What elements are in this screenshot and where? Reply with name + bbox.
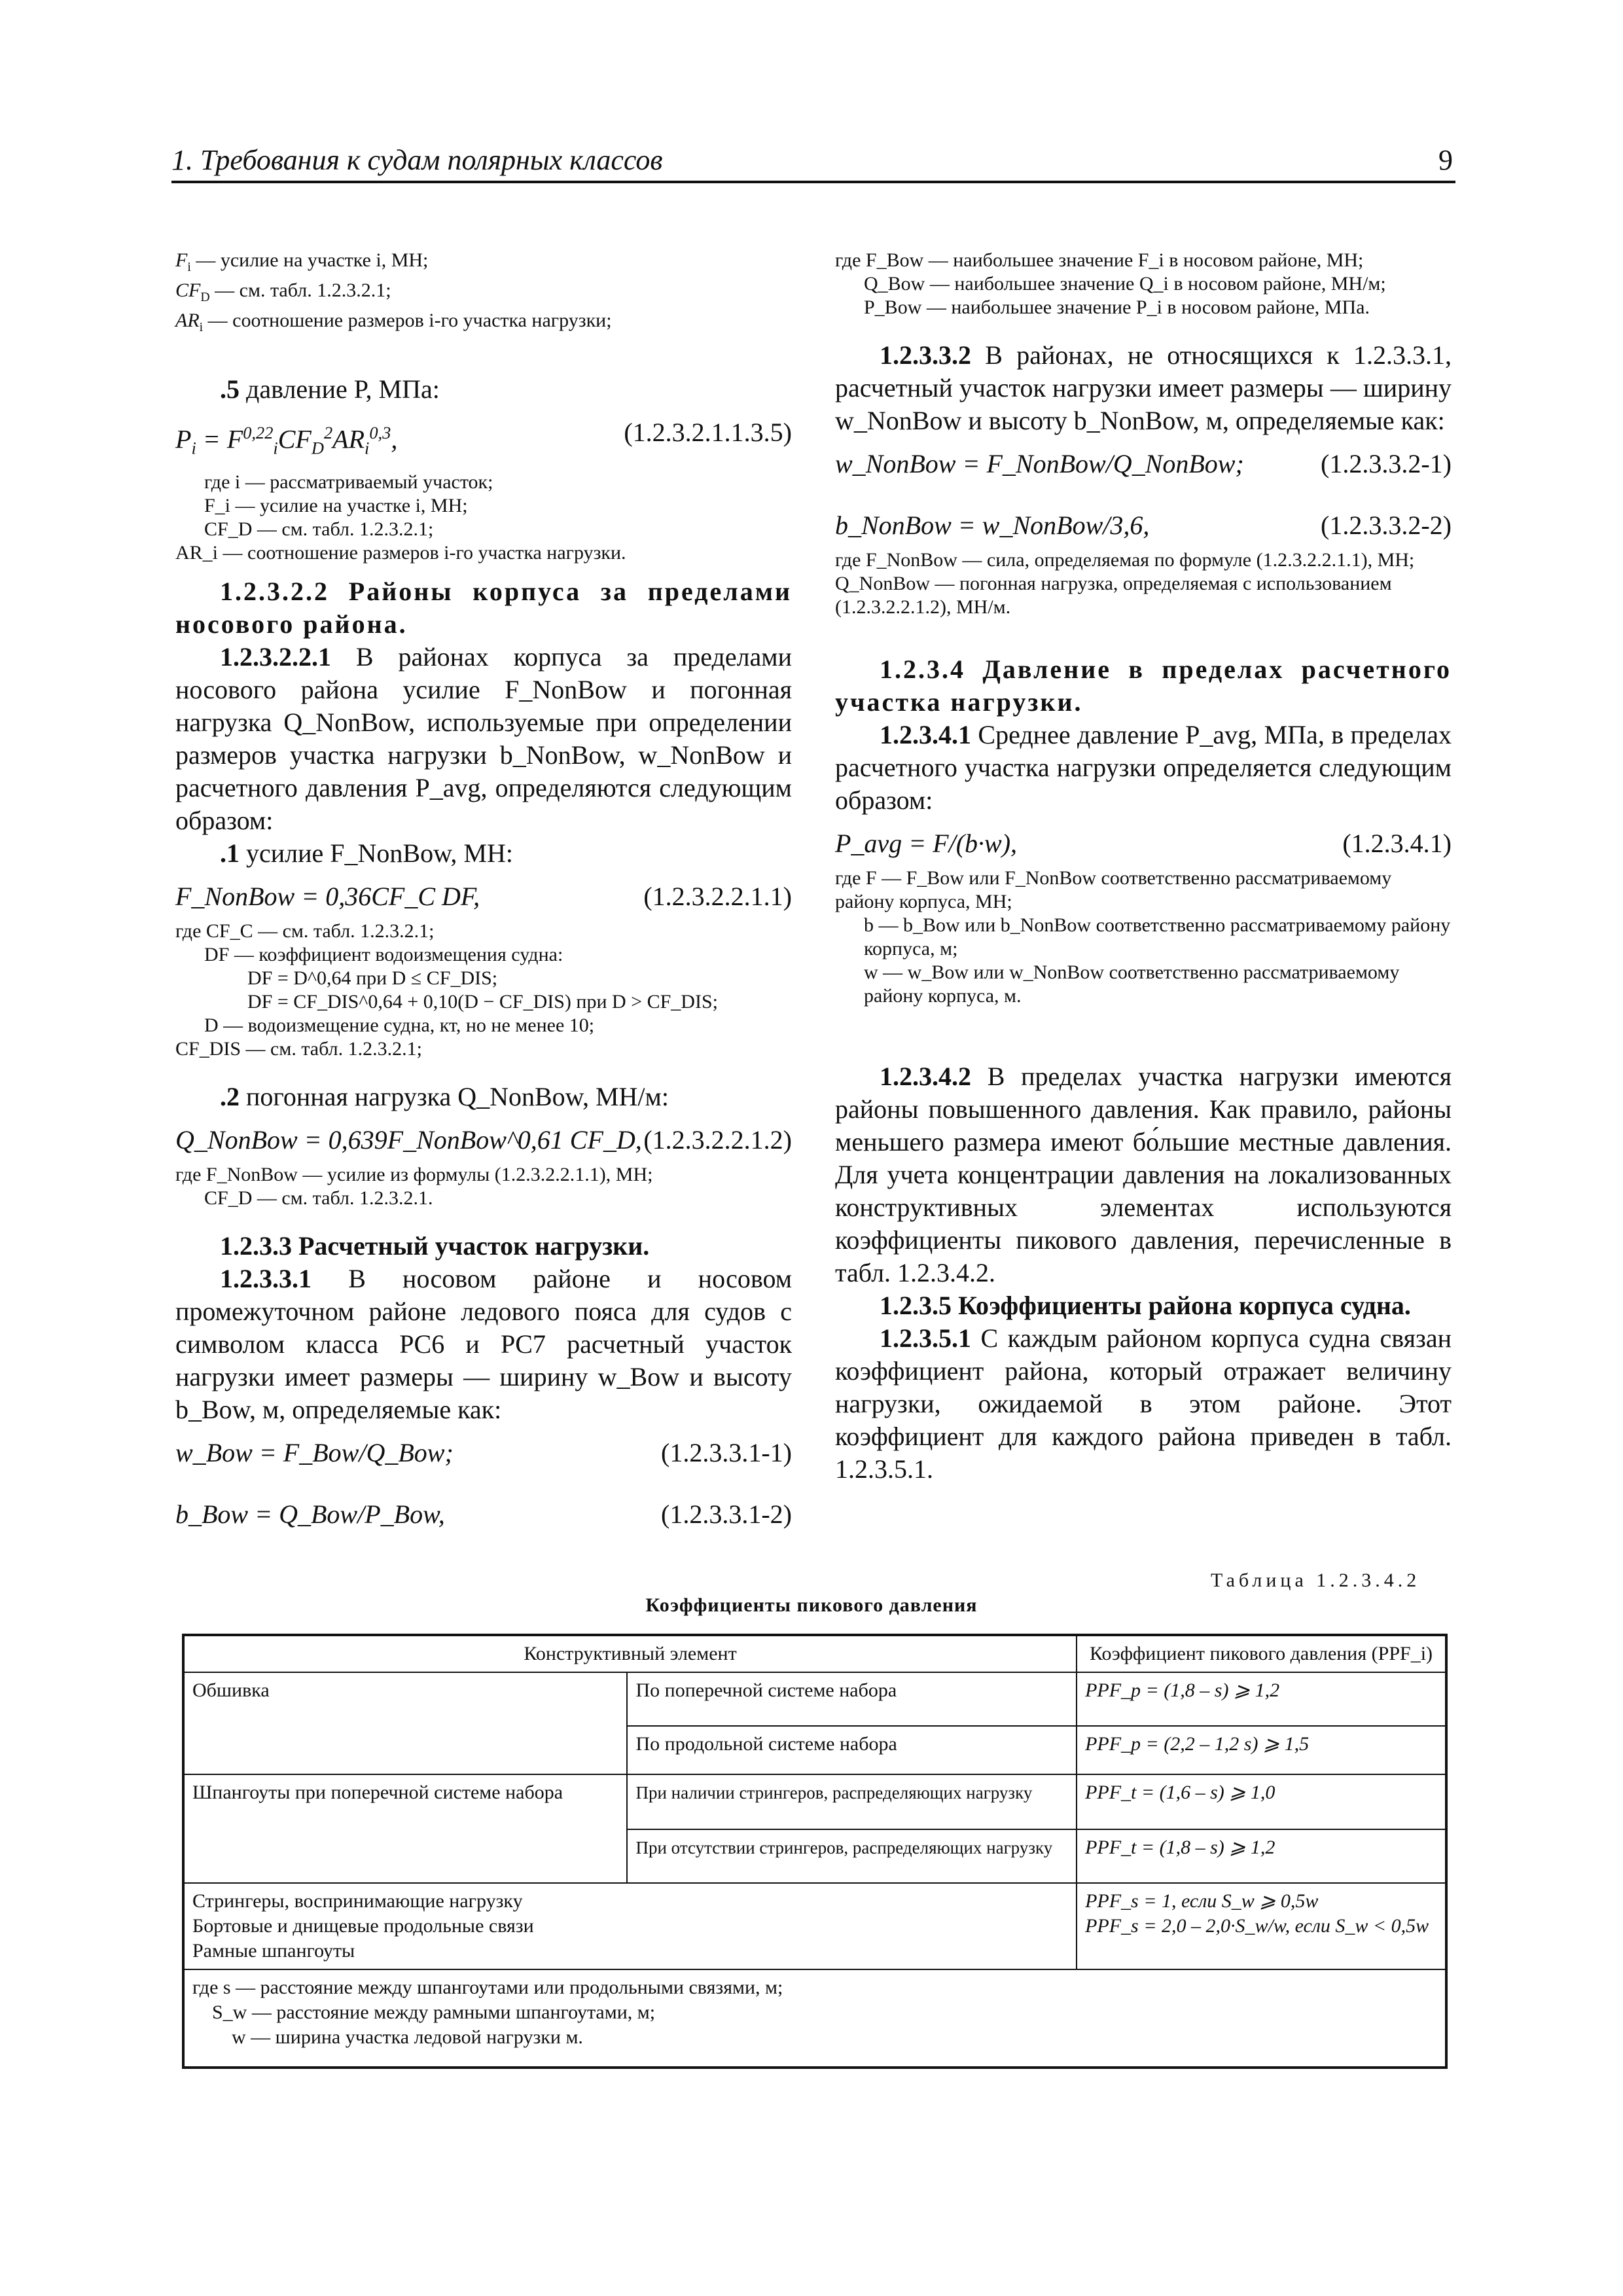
equation-1: F_NonBow = 0,36CF_C DF, (1.2.3.2.2.1.1) <box>175 879 792 914</box>
table-cell: PPF_p = (1,8 – s) ⩾ 1,2 <box>1077 1672 1446 1726</box>
def-line: F_i — усилие на участке i, МН; <box>204 495 468 517</box>
cell-line: PPF_s = 2,0 – 2,0·S_w/w, если S_w < 0,5w <box>1085 1915 1429 1937</box>
def-line: DF — коэффициент водоизмещения судна: <box>204 944 563 966</box>
note-line: w — ширина участка ледовой нагрузки м. <box>232 2026 583 2048</box>
paragraph-1-2-3-4-1: 1.2.3.4.1 Среднее давление P_avg, МПа, в пределах расчетного участка нагрузки определяется следующим образом: <box>835 720 1452 815</box>
equation-6: w_NonBow = F_NonBow/Q_NonBow; (1.2.3.3.2-1) <box>835 446 1452 482</box>
table-row <box>183 1774 1446 1829</box>
def-line: где F_Bow — наибольшее значение F_i в носовом районе, МН; <box>835 249 1364 271</box>
equation-number: (1.2.3.3.1-2) <box>661 1499 792 1530</box>
def-line: P_Bow — наибольшее значение P_i в носовом районе, МПа. <box>864 296 1370 318</box>
item-1: .1 усилие F_NonBow, МН: <box>220 838 513 869</box>
heading-1-2-3-5: 1.2.3.5 Коэффициенты района корпуса судна. <box>880 1291 1411 1320</box>
cell-line: Рамные шпангоуты <box>192 1940 355 1962</box>
equation-number: (1.2.3.3.1-1) <box>661 1438 792 1468</box>
heading-1-2-3-3: 1.2.3.3 Расчетный участок нагрузки. <box>220 1231 650 1261</box>
table-cell: Шпангоуты при поперечной системе набора <box>183 1774 627 1883</box>
def-line: b — b_Bow или b_NonBow соответственно рассматриваемому району корпуса, м; <box>864 914 1451 960</box>
paragraph-1-2-3-5-1: 1.2.3.5.1 С каждым районом корпуса судна связан коэффициент района, который отражает величину нагрузки, ожидаемой в этом районе. Этот коэффициент для каждого района приведен в табл. 1.2.3.5.1. <box>835 1323 1452 1484</box>
item-2: .2 погонная нагрузка Q_NonBow, МН/м: <box>220 1082 669 1112</box>
table-row <box>183 1883 1446 1969</box>
table-row <box>183 1635 1446 1672</box>
table-cell: По поперечной системе набора <box>627 1672 1077 1726</box>
paragraph-1-2-3-3-2: 1.2.3.3.2 В районах, не относящихся к 1.2.3.3.1, расчетный участок нагрузки имеет размеры — ширину w_NonBow и высоту b_NonBow, м, определяемые как: <box>835 340 1452 435</box>
note-line: S_w — расстояние между рамными шпангоутами, м; <box>212 2001 656 2023</box>
equation-8: P_avg = F/(b·w), (1.2.3.4.1) <box>835 826 1452 861</box>
def-line: $AR_i$ — соотношение размеров i-го участка нагрузки; <box>175 310 612 334</box>
table-cell: По продольной системе набора <box>627 1726 1077 1774</box>
equation-number: (1.2.3.2.2.1.2) <box>643 1125 792 1155</box>
table-row <box>183 1672 1446 1726</box>
def-line: где F_NonBow — усилие из формулы (1.2.3.2.2.1.1), МН; <box>175 1164 653 1186</box>
heading-1-2-3-2-2: 1.2.3.2.2 Районы корпуса за пределами носового района. <box>175 577 792 639</box>
equation-number: (1.2.3.3.2-1) <box>1321 449 1452 478</box>
equation-3: w_Bow = F_Bow/Q_Bow; (1.2.3.3.1-1) <box>175 1435 792 1471</box>
running-header <box>171 140 1455 183</box>
table-title: Коэффициенты пикового давления <box>645 1594 978 1616</box>
def-line: Q_Bow — наибольшее значение Q_i в носовом районе, МН/м; <box>864 273 1386 295</box>
def-line: DF = CF_DIS^0,64 + 0,10(D − CF_DIS) при D > CF_DIS; <box>247 991 718 1013</box>
def-line: CF_D — см. табл. 1.2.3.2.1; <box>204 518 434 541</box>
table-note <box>183 1969 1446 2068</box>
def-line: CF_D — см. табл. 1.2.3.2.1. <box>204 1187 433 1210</box>
header-cell: Коэффициент пикового давления (PPF_i) <box>1077 1635 1446 1672</box>
table-row <box>183 1969 1446 2068</box>
right-column <box>835 249 1452 1486</box>
def-line: D — водоизмещение судна, кт, но не менее 10; <box>204 1014 595 1037</box>
peak-pressure-table <box>182 1634 1448 2069</box>
table-cell <box>183 1883 1077 1969</box>
def-line: где F — F_Bow или F_NonBow соответственно рассматриваемому району корпуса, МН; <box>835 867 1392 912</box>
table-cell: При наличии стрингеров, распределяющих нагрузку <box>627 1774 1077 1829</box>
equation-number: (1.2.3.2.1.1.3.5) <box>624 418 792 447</box>
table-cell: Обшивка <box>183 1672 627 1774</box>
equation-4: b_Bow = Q_Bow/P_Bow, (1.2.3.3.1-2) <box>175 1497 792 1532</box>
def-line: $F_i$ — усилие на участке i, МН; <box>175 249 429 274</box>
equation-7: b_NonBow = w_NonBow/3,6, (1.2.3.3.2-2) <box>835 508 1452 543</box>
table-cell: При отсутствии стрингеров, распределяющих нагрузку <box>627 1829 1077 1883</box>
header-cell: Конструктивный элемент <box>183 1635 1077 1672</box>
table-cell: PPF_p = (2,2 – 1,2 s) ⩾ 1,5 <box>1077 1726 1446 1774</box>
def-line: $CF_D$ — см. табл. 1.2.3.2.1; <box>175 279 391 304</box>
item-5: .5 давление P, МПа: <box>220 374 440 404</box>
def-line: где F_NonBow — сила, определяемая по формуле (1.2.3.2.2.1.1), МН; <box>835 549 1415 571</box>
table-cell <box>1077 1883 1446 1969</box>
heading-1-2-3-4: 1.2.3.4 Давление в пределах расчетного участка нагрузки. <box>835 655 1452 717</box>
equation-number: (1.2.3.2.2.1.1) <box>643 882 792 912</box>
def-line: w — w_Bow или w_NonBow соответственно рассматриваемому району корпуса, м. <box>864 961 1400 1007</box>
cell-line: Бортовые и днищевые продольные связи <box>192 1915 534 1937</box>
header-title: 1. Требования к судам полярных классов <box>171 144 663 176</box>
table-cell: PPF_t = (1,6 – s) ⩾ 1,0 <box>1077 1774 1446 1829</box>
def-line: где i — рассматриваемый участок; <box>204 471 493 493</box>
def-line: DF = D^0,64 при D ≤ CF_DIS; <box>247 967 498 990</box>
def-line: AR_i — соотношение размеров i-го участка нагрузки. <box>175 542 626 564</box>
def-line: где CF_C — см. табл. 1.2.3.2.1; <box>175 920 435 942</box>
cell-line: PPF_s = 1, если S_w ⩾ 0,5w <box>1085 1890 1319 1912</box>
paragraph-1-2-3-2-2-1: 1.2.3.2.2.1 В районах корпуса за пределами носового района усилие F_NonBow и погонная нагрузка Q_NonBow, используемые при определении размеров участка нагрузки b_NonBow, w_NonBow и расчетного давления P_avg, определяются следующим образом: <box>175 642 792 836</box>
table-cell: PPF_t = (1,8 – s) ⩾ 1,2 <box>1077 1829 1446 1883</box>
left-column <box>175 249 792 1537</box>
equation-number: (1.2.3.3.2-2) <box>1321 511 1452 540</box>
equation-5: $P_i = F^{0,22}_iCF_D^2AR_i^{0,3}$, (1.2.3.2.1.1.3.5) <box>175 415 792 465</box>
paragraph-1-2-3-4-2: 1.2.3.4.2 В пределах участка нагрузки имеются районы повышенного давления. Как правило, районы меньшего размера имеют бо́льшие местные давления. Для учета концентрации давления на локализованных конструктивных элементах используются коэффициенты пикового давления, перечисленные в табл. 1.2.3.4.2. <box>835 1062 1452 1287</box>
page-number: 9 <box>1438 144 1453 176</box>
paragraph-1-2-3-3-1: 1.2.3.3.1 В носовом районе и носовом промежуточном районе ледового пояса для судов с символом класса PC6 и PC7 расчетный участок нагрузки имеет размеры — ширину w_Bow и высоту b_Bow, м, определяемые как: <box>175 1264 792 1425</box>
def-line: Q_NonBow — погонная нагрузка, определяемая с использованием (1.2.3.2.2.1.2), МН/м. <box>835 573 1392 618</box>
note-line: где s — расстояние между шпангоутами или продольными связями, м; <box>192 1977 783 1998</box>
equation-2: Q_NonBow = 0,639F_NonBow^0,61 CF_D, (1.2.3.2.2.1.2) <box>175 1122 792 1158</box>
equation-number: (1.2.3.4.1) <box>1342 829 1452 858</box>
cell-line: Стрингеры, воспринимающие нагрузку <box>192 1890 523 1912</box>
def-line: CF_DIS — см. табл. 1.2.3.2.1; <box>175 1038 422 1060</box>
table-caption: Таблица 1.2.3.4.2 <box>1211 1570 1421 1591</box>
